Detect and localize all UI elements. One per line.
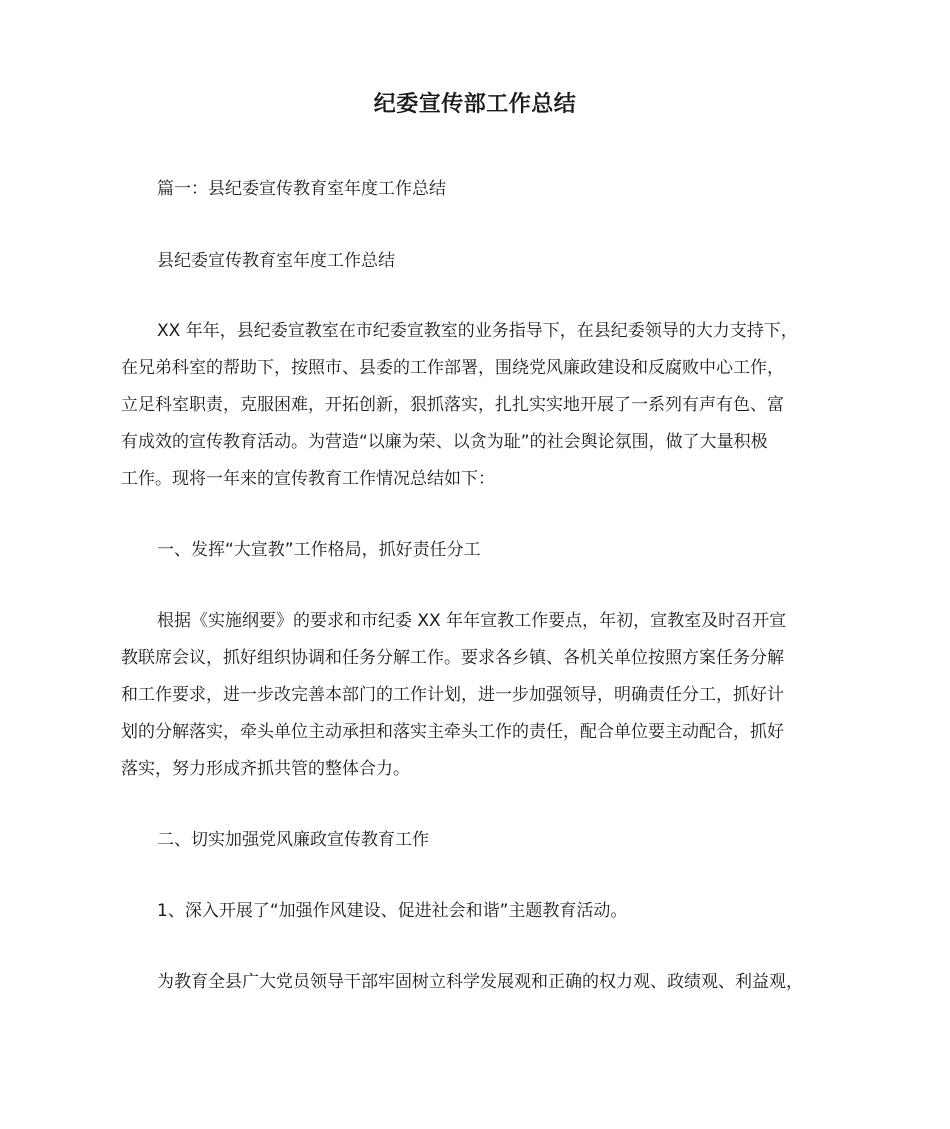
part-heading: 篇一：县纪委宣传教育室年度工作总结 — [157, 179, 446, 199]
paragraph-line: 在兄弟科室的帮助下，按照市、县委的工作部署，围绕党风廉政建设和反腐败中心工作， — [121, 358, 784, 378]
paragraph-line: 根据《实施纲要》的要求和市纪委 XX 年年宣教工作要点，年初，宣教室及时召开宣 — [157, 611, 787, 631]
paragraph-line: 划的分解落实，牵头单位主动承担和落实主牵头工作的责任，配合单位要主动配合，抓好 — [121, 722, 784, 742]
section-2-heading: 二、切实加强党风廉政宣传教育工作 — [157, 830, 429, 850]
paragraph-line: 为教育全县广大党员领导干部牢固树立科学发展观和正确的权力观、政绩观、利益观， — [157, 972, 803, 992]
paragraph-line: 和工作要求，进一步改完善本部门的工作计划，进一步加强领导，明确责任分工，抓好计 — [121, 685, 784, 705]
paragraph-line: 落实，努力形成齐抓共管的整体合力。 — [121, 759, 410, 779]
document-title: 纪委宣传部工作总结 — [373, 92, 577, 117]
paragraph-line: XX 年年，县纪委宣教室在市纪委宣教室的业务指导下，在县纪委领导的大力支持下， — [157, 321, 798, 341]
section-1-heading: 一、发挥“大宣教”工作格局，抓好责任分工 — [157, 540, 481, 560]
item-1-heading: 1、深入开展了“加强作风建设、促进社会和谐”主题教育活动。 — [157, 901, 628, 921]
subtitle: 县纪委宣传教育室年度工作总结 — [157, 251, 395, 271]
paragraph-line: 有成效的宣传教育活动。为营造“以廉为荣、以贪为耻”的社会舆论氛围，做了大量积极 — [121, 432, 768, 452]
paragraph-line: 立足科室职责，克服困难，开拓创新，狠抓落实，扎扎实实地开展了一系列有声有色、富 — [121, 395, 784, 415]
paragraph-line: 教联席会议，抓好组织协调和任务分解工作。要求各乡镇、各机关单位按照方案任务分解 — [121, 648, 784, 668]
paragraph-line: 工作。现将一年来的宣传教育工作情况总结如下： — [121, 469, 495, 489]
